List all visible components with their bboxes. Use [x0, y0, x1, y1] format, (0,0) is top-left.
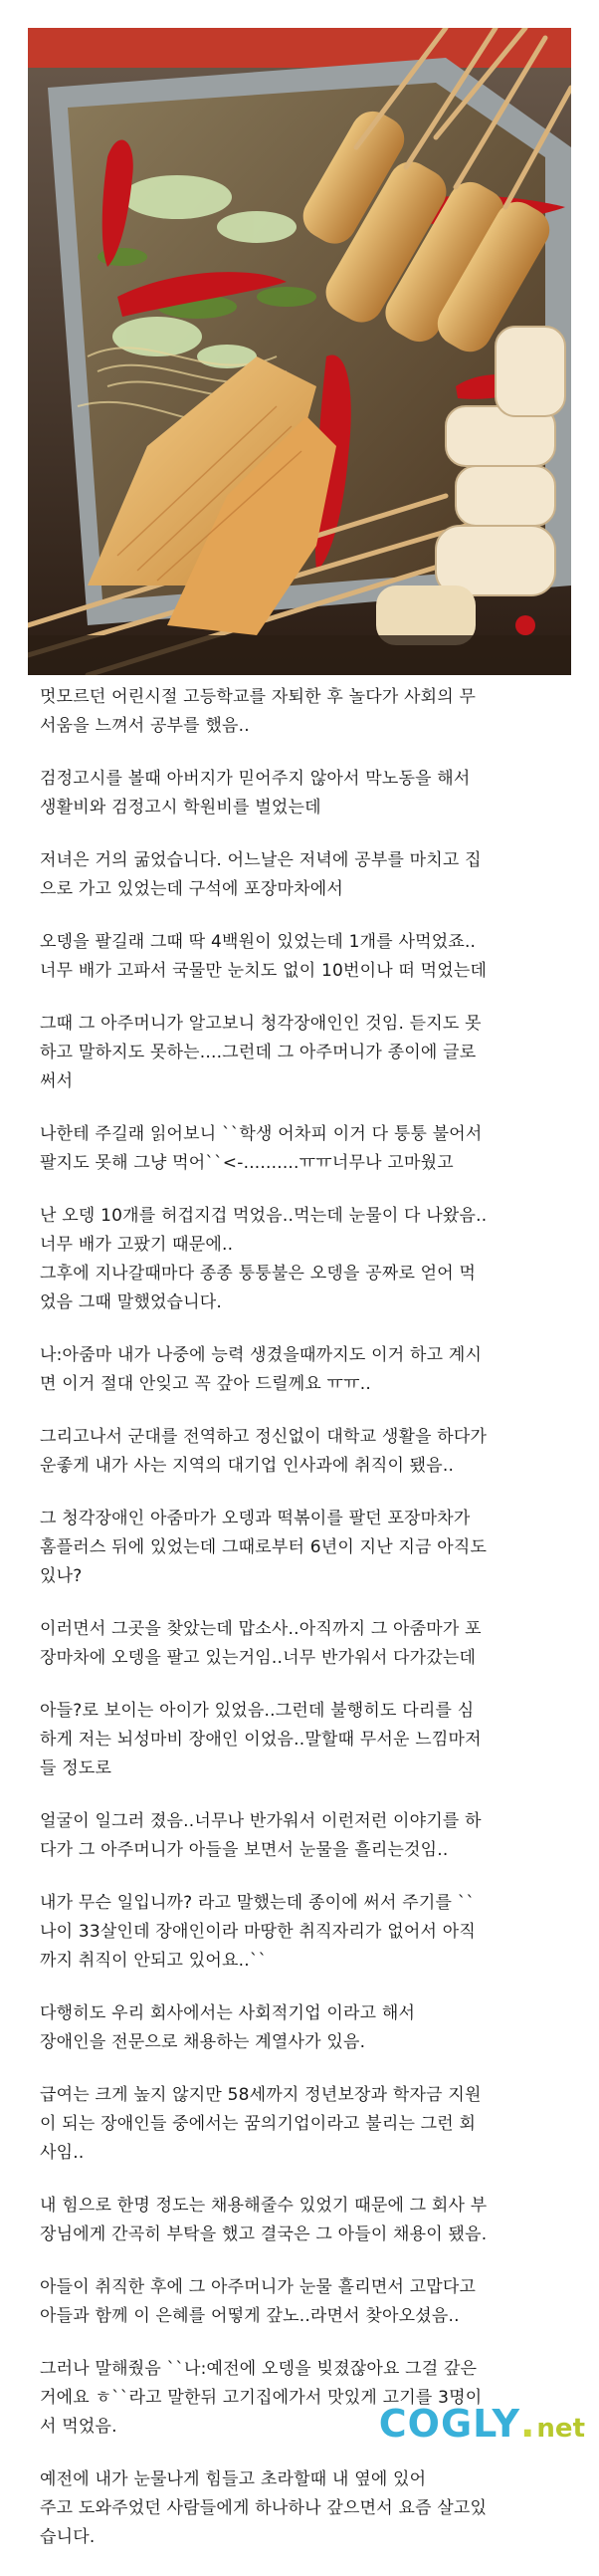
- paragraph-2: 검정고시를 볼때 아버지가 믿어주지 않아서 막노동을 해서 생활비와 검정고시 학원비를 벌었는데: [40, 769, 471, 818]
- paragraph-3: 저녀은 거의 굶었습니다. 어느날은 저녁에 공부를 마치고 집 으로 가고 있었는데 구석에 포장마차에서: [40, 850, 482, 899]
- paragraph-17: 내 힘으로 한명 정도는 채용해줄수 있었기 때문에 그 회사 부 장님에게 간곡히 부탁을 했고 결국은 그 아들이 채용이 됐음.: [40, 2196, 488, 2244]
- paragraph-18: 아들이 취직한 후에 그 아주머니가 눈물 흘리면서 고맙다고 아들과 함께 이 은혜를 어떻게 갚노..라면서 찾아오셨음..: [40, 2277, 477, 2326]
- paragraph-10: 그 청각장애인 아줌마가 오뎅과 떡볶이를 팔던 포장마차가 홈플러스 뒤에 있었는데 그때로부터 6년이 지난 지금 아직도 있나?: [40, 1509, 488, 1586]
- fishcake-photo: [28, 28, 571, 675]
- paragraph-13: 얼굴이 일그러 졌음..너무나 반가워서 이런저런 이야기를 하 다가 그 아주머니가 아들을 보면서 눈물을 흘리는것임..: [40, 1811, 482, 1860]
- paragraph-16: 급여는 크게 높지 않지만 58세까지 정년보장과 학자금 지원 이 되는 장애인들 중에서는 꿈의기업이라고 불리는 그런 회 사임..: [40, 2085, 482, 2163]
- paragraph-20: 예전에 내가 눈물나게 힘들고 초라할때 내 옆에 있어 주고 도와주었던 사람들에게 하나하나 갚으면서 요즘 살고있 습니다.: [40, 2469, 488, 2547]
- cogly-logo: [379, 2402, 585, 2444]
- paragraph-19: 그러나 말해줬음 ``나:예전에 오뎅을 빚졌잖아요 그걸 갚은 거에요 ㅎ``라고 말한뒤 고기집에가서 맛있게 고기를 3명이 서 먹었음.: [40, 2359, 483, 2437]
- paragraph-12: 아들?로 보이는 아이가 있었음..그런데 불행히도 다리를 심 하게 저는 뇌성마비 장애인 이었음..말할때 무서운 느낌마저 들 정도로: [40, 1701, 482, 1778]
- paragraph-14: 내가 무슨 일입니까? 라고 말했는데 종이에 써서 주기를 `` 나이 33살인데 장애인이라 마땅한 취직자리가 없어서 아직 까지 취직이 안되고 있어요..``: [40, 1893, 476, 1971]
- paragraph-4: 오뎅을 팔길래 그때 딱 4백원이 있었는데 1개를 사먹었죠.. 너무 배가 고파서 국물만 눈치도 없이 10번이나 떠 먹었는데: [40, 932, 488, 981]
- paragraph-7: 난 오뎅 10개를 허겁지겁 먹었음..먹는데 눈물이 다 나왔음.. 너무 배가 고팠기 때문에.. 그후에 지나갈때마다 종종 퉁퉁불은 오뎅을 공짜로 얻어 먹 었음 그때 말했었습니다.: [40, 1206, 488, 1312]
- logo-dot: .: [519, 2402, 535, 2446]
- logo-co: CO: [378, 2402, 441, 2446]
- paragraph-6: 나한테 주길래 읽어보니 ``학생 어차피 이거 다 퉁퉁 불어서 팔지도 못해 그냥 먹어``<-..........ㅠㅠ너무나 고마웠고: [40, 1124, 483, 1173]
- story-text: [40, 683, 572, 2576]
- paragraph-11: 이러면서 그곳을 찾았는데 맙소사..아직까지 그 아줌마가 포 장마차에 오뎅을 팔고 있는거임..너무 반가워서 다가갔는데: [40, 1619, 482, 1668]
- paragraph-15: 다행히도 우리 회사에서는 사회적기업 이라고 해서 장애인을 전문으로 채용하는 계열사가 있음.: [40, 2003, 416, 2052]
- paragraph-1: 멋모르던 어린시절 고등학교를 자퇴한 후 놀다가 사회의 무 서움을 느껴서 공부를 했음..: [40, 687, 477, 736]
- logo-gly: GLY: [440, 2402, 520, 2446]
- logo-net: net: [536, 2414, 585, 2444]
- paragraph-9: 그리고나서 군대를 전역하고 정신없이 대학교 생활을 하다가 운좋게 내가 사는 지역의 대기업 인사과에 취직이 됐음..: [40, 1427, 488, 1476]
- paragraph-8: 나:아줌마 내가 나중에 능력 생겼을때까지도 이거 하고 계시 면 이거 절대 안잊고 꼭 갚아 드릴께요 ㅠㅠ..: [40, 1345, 483, 1394]
- paragraph-5: 그때 그 아주머니가 알고보니 청각장애인인 것임. 듣지도 못 하고 말하지도 못하는....그런데 그 아주머니가 종이에 글로 써서: [40, 1014, 482, 1091]
